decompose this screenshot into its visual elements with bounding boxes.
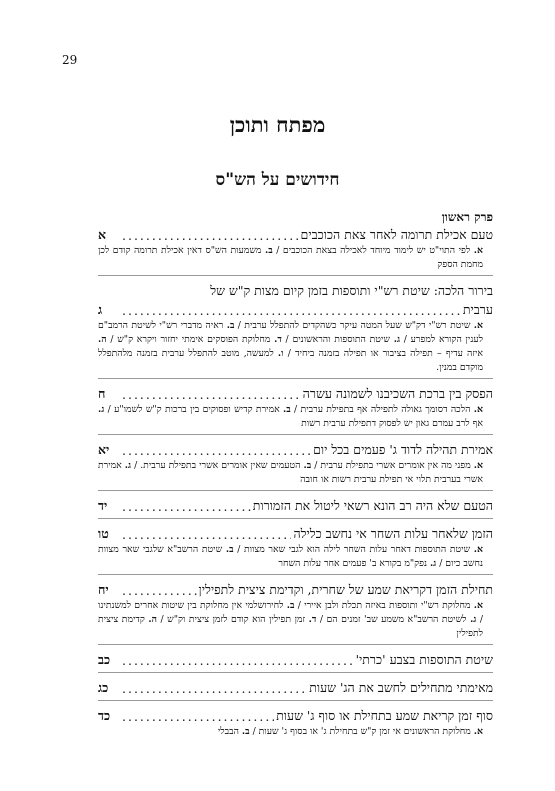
toc-entry-line: [98, 384, 493, 403]
toc-entry-line: [98, 706, 493, 725]
subtopic-text: הלכה דסומך גאולה לתפילה אף בתפילת ערבית /: [290, 404, 474, 415]
toc-page-ref: יח: [98, 582, 109, 597]
subtopic-letter: ה.: [98, 334, 107, 345]
toc-page-ref: ח: [98, 386, 106, 401]
dot-leader: [122, 228, 299, 244]
toc-page-ref: כד: [98, 708, 111, 723]
subtopic-text: קדימת ציצית לתפילין: [98, 614, 483, 639]
subtopic-text: שיטת הרשב"א שלגבי שאר מצוות נחשב כיום /: [98, 544, 483, 569]
subtopic-letter: ב.: [225, 544, 234, 555]
subtopic-text: איזה עדיף – תפילה בציבור או תפילה בזמנה ביחיד /: [283, 348, 483, 359]
dot-leader: [122, 583, 197, 599]
subtopic-text: הבבלי: [217, 726, 242, 737]
toc-entry-title: מאימתי מתחילים לחשב את הג' שעות: [309, 680, 493, 695]
subtopic-text: מחלוקת הראשונים אי זמן ק"ש בתחילת ג' או בסוף ג' שעות /: [249, 726, 474, 737]
subtopic-letter: ד.: [274, 334, 282, 345]
toc-entry[interactable]: [98, 496, 493, 519]
subtopic-letter: א.: [473, 600, 484, 611]
toc-entry-line: [98, 496, 493, 515]
dot-leader: [122, 653, 354, 669]
subtopic-letter: ה.: [148, 614, 157, 625]
toc-entry[interactable]: [98, 580, 493, 645]
subtopic-text: לשיטת הרשב"א משמע שב' זמנים הם /: [316, 614, 471, 625]
subtopic-text: לחירושלמי אין מחלוקת בין שיטות אחרים למשנתינו /: [98, 600, 484, 625]
toc-entry-title: בירור הלכה: שיטת רש"י ותוספות בזמן קיום מצות ק"ש של: [210, 283, 493, 298]
subtopic-text: ראיה מדברי רש"י לשיטת הרמב"ם לענין הקורא למפרע /: [98, 320, 483, 345]
subtopic-letter: ד.: [308, 614, 317, 625]
toc-entry-title: ערבית: [462, 302, 493, 317]
toc-entry[interactable]: [98, 281, 493, 379]
subtopic-letter: ג.: [98, 404, 105, 415]
subtopic-letter: ג.: [429, 558, 437, 569]
toc-entry-title: אמירת תהילה לדוד ג' פעמים בכל יום: [313, 442, 493, 457]
toc-entry-line: [98, 440, 493, 459]
subtopic-text: משמעות הש"ס דאין אכילת תרומה קודם לכן מחמת הספק: [98, 245, 483, 270]
toc-entry-title: הזמן שלאחר עלות השחר אי נחשב כלילה: [293, 526, 493, 541]
toc-page-ref: טו: [98, 526, 109, 541]
toc-entry-line: [98, 678, 493, 697]
chapter-heading: פרק ראשון: [441, 210, 493, 224]
subtopic-text: שיטת התוספות והראשונים /: [281, 334, 394, 345]
toc-page-ref: כג: [98, 680, 109, 695]
toc-entry[interactable]: [98, 440, 493, 491]
subtopic-text: הטעמים שאין אומרים אשרי בתפילת ערבית. /: [131, 460, 304, 471]
toc-entry-subtopics: [98, 725, 493, 739]
subtopic-text: שיטת רש"י דק"ש שעל המטה עיקר כשהקדים להתפלל ערבית /: [234, 320, 474, 331]
toc-entry-title: תחילת הזמן דקריאת שמע של שחרית, וקדימת ציצית לתפילין: [198, 582, 493, 597]
dot-leader: [122, 443, 311, 459]
toc-page-ref: יא: [98, 442, 110, 457]
toc-entry-line: [98, 580, 493, 599]
toc-entry[interactable]: [98, 225, 493, 276]
toc-entry-line: [98, 650, 493, 669]
page-title: מפתח ותוכן: [229, 112, 326, 137]
dot-leader: [122, 499, 251, 515]
toc-page-ref: ג: [98, 302, 103, 317]
toc-entry-subtopics: [98, 599, 493, 641]
toc-entry[interactable]: [98, 678, 493, 701]
dot-leader: [122, 303, 461, 319]
subtopic-text: אמירת אשרי בערבית תלוי אי תפילת ערבית רשות או חובה: [98, 460, 483, 485]
toc-entry-subtopics: [98, 459, 493, 487]
page-number: 29: [62, 53, 78, 67]
toc-entry[interactable]: [98, 384, 493, 435]
toc-entry[interactable]: [98, 524, 493, 575]
toc-entry-title: שיטת התוספות בצבע 'כרתי': [355, 652, 493, 667]
section-title: חידושים על הש"ס: [215, 170, 340, 190]
subtopic-letter: ג.: [470, 614, 477, 625]
subtopic-letter: א.: [473, 544, 483, 555]
toc-entry-subtopics: [98, 319, 493, 375]
subtopic-text: אמירת קדיש ופסוקים בין ברכות ק"ש לשמו"ע /: [104, 404, 283, 415]
table-of-contents: [98, 225, 493, 747]
subtopic-letter: ו.: [277, 348, 284, 359]
toc-entry[interactable]: [98, 706, 493, 742]
subtopic-letter: ב.: [226, 320, 235, 331]
dot-leader: [122, 681, 307, 697]
toc-entry-title: סוף זמן קריאת שמע בתחילת או סוף ג' שעות: [276, 708, 493, 723]
subtopic-letter: ב.: [303, 460, 312, 471]
subtopic-letter: ב.: [286, 600, 295, 611]
toc-page-ref: יד: [98, 498, 108, 513]
subtopic-text: מפני מה אין אומרים אשרי בתפילת ערבית /: [311, 460, 474, 471]
subtopic-letter: א.: [473, 726, 483, 737]
subtopic-letter: ב.: [241, 726, 250, 737]
toc-entry[interactable]: [98, 650, 493, 673]
subtopic-letter: ג.: [124, 460, 132, 471]
dot-leader: [122, 709, 274, 725]
toc-page-ref: א: [98, 227, 107, 242]
subtopic-text: מחלוקת רש"י ותוספות באיזה תכלת ולבן איירי /: [294, 600, 474, 611]
toc-entry-title: הפסק בין ברכת השכיבנו לשמונה עשרה: [302, 386, 493, 401]
subtopic-letter: א.: [473, 460, 483, 471]
toc-page-ref: כב: [98, 652, 111, 667]
subtopic-text: לפי התוי"ט יש לימוד מיוחד לאכילה בצאת הכוכבים /: [272, 245, 474, 256]
subtopic-text: שיטת התוספות דאחר עלות השחר לילה הוא לגבי שאר מצוות /: [233, 544, 474, 555]
subtopic-letter: ג.: [393, 334, 401, 345]
dot-leader: [122, 387, 301, 403]
subtopic-letter: ב.: [264, 245, 273, 256]
subtopic-text: אף לרב עמרם גאון יש לפסוק דתפילת ערבית רשות: [301, 418, 483, 429]
subtopic-text: נפק"מ בקורא ב' פעמים אחר עלות השחר: [278, 558, 430, 569]
toc-entry-subtopics: [98, 543, 493, 571]
subtopic-letter: א.: [473, 245, 483, 256]
subtopic-letter: א.: [473, 320, 483, 331]
toc-entry-line: [98, 225, 493, 244]
subtopic-text: מחלוקת הפוסקים אימתי יחזור ויקרא ק"ש /: [106, 334, 275, 345]
toc-entry-subtopics: [98, 403, 493, 431]
subtopic-text: למעשה, מוטב להתפלל ערבית בזמנה מלהתפלל מוקדם במנין.: [98, 348, 483, 373]
toc-entry-title: טעם אכילת תרומה לאחר צאת הכוכבים: [300, 227, 493, 242]
subtopic-letter: ב.: [283, 404, 291, 415]
dot-leader: [122, 527, 291, 543]
subtopic-text: זמן תפילין הוא קודם לזמן ציצית וק"ש /: [156, 614, 309, 625]
toc-entry-line: [98, 524, 493, 543]
toc-entry-title: הטעם שלא היה רב הונא רשאי ליטול את הזמורות: [252, 498, 493, 513]
toc-entry-subtopics: [98, 244, 493, 272]
subtopic-letter: א.: [473, 404, 483, 415]
toc-entry-line: [98, 300, 493, 319]
toc-entry-line: [98, 281, 493, 300]
